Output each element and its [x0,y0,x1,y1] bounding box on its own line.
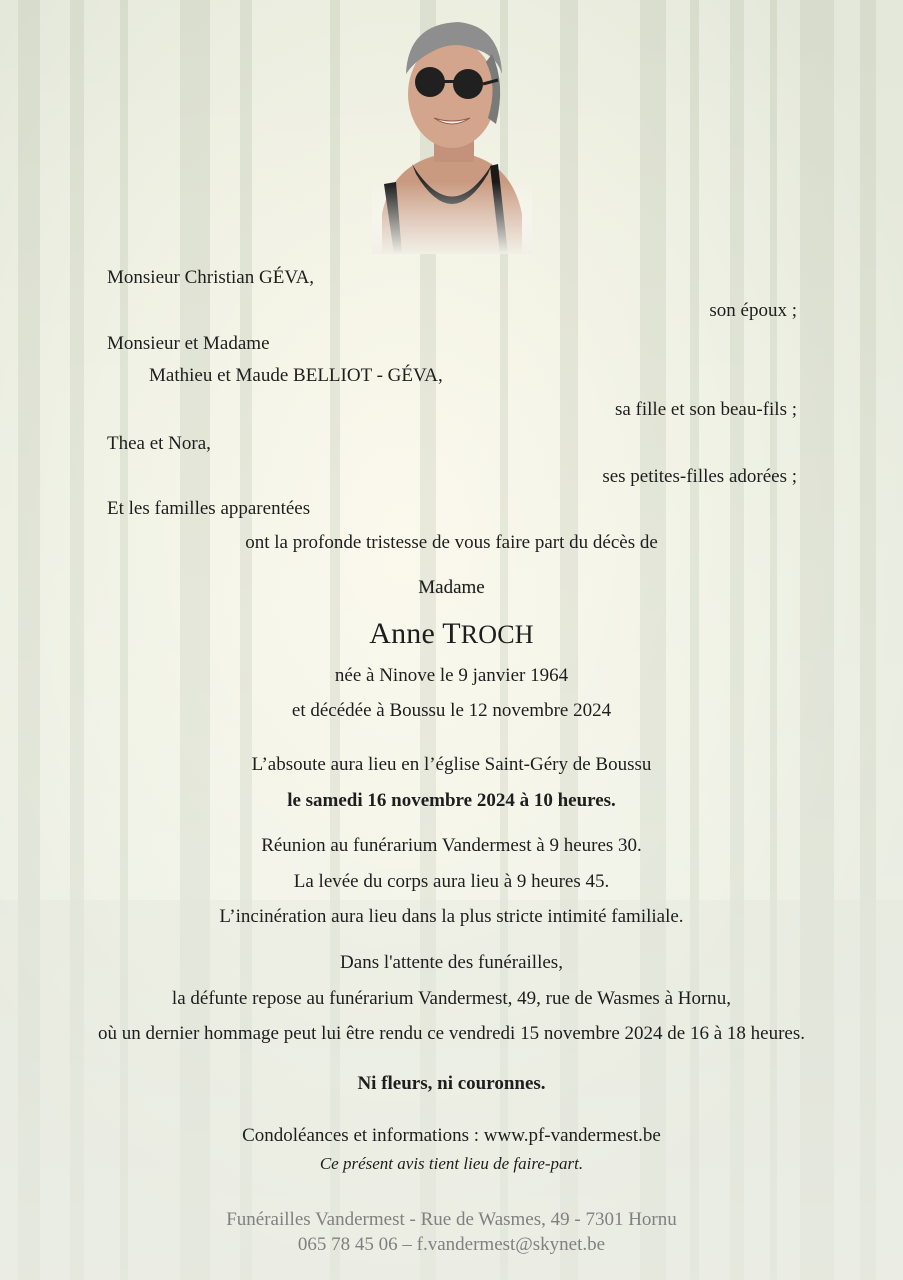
levee-info: La levée du corps aura lieu à 9 heures 45. [293,871,610,892]
visitation-line-2: la défunte repose au funérarium Vandermest, 49, rue de Wasmes à Hornu, [171,988,732,1009]
deceased-first-name: Anne [369,617,436,650]
reunion-info: Réunion au funérarium Vandermest à 9 heures 30. [261,835,642,856]
deceased-last-name-initial: T [442,617,461,650]
spouse-relation: son époux ; [709,300,797,321]
granddaughters-name: Thea et Nora, [107,433,211,454]
incineration-info: L’incinération aura lieu dans la plus stricte intimité familiale. [219,906,684,927]
deceased-last-name [442,617,534,650]
deceased-last-name-rest: ROCH [460,620,534,649]
spouse-name: Monsieur Christian GÉVA, [107,267,315,288]
portrait-photo [372,14,532,254]
daughter-line-1: Monsieur et Madame [107,333,270,354]
absoute-info: L’absoute aura lieu en l’église Saint-Géry de Boussu [251,754,652,775]
visitation-line-1: Dans l'attente des funérailles, [340,952,563,973]
announcement-span: ont la profonde tristesse de vous faire part du décès de [245,532,658,553]
death-info: et décédée à Boussu le 12 novembre 2024 [291,700,612,721]
granddaughters-relation: ses petites-filles adorées ; [602,466,797,487]
related-families: Et les familles apparentées [107,498,311,519]
daughter-relation: sa fille et son beau-fils ; [614,399,797,420]
condolences-info: Condoléances et informations : www.pf-vandermest.be [242,1125,661,1146]
faire-part-notice: Ce présent avis tient lieu de faire-part. [319,1154,584,1173]
visitation-line-3: où un dernier hommage peut lui être rendu ce vendredi 15 novembre 2024 de 16 à 18 heures. [98,1023,805,1044]
footer-company: Funérailles Vandermest - Rue de Wasmes, 49 - 7301 Hornu [226,1209,677,1230]
no-flowers-notice: Ni fleurs, ni couronnes. [357,1073,546,1094]
ceremony-date: le samedi 16 novembre 2024 à 10 heures. [287,790,616,811]
birth-info: née à Ninove le 9 janvier 1964 [334,665,569,686]
deceased-name [0,616,903,653]
daughter-line-2: Mathieu et Maude BELLIOT - GÉVA, [149,365,443,386]
footer-contact: 065 78 45 06 – f.vandermest@skynet.be [297,1234,606,1255]
deceased-title: Madame [418,577,485,598]
announcement-text [0,531,903,555]
portrait-photo-icon [372,14,532,254]
